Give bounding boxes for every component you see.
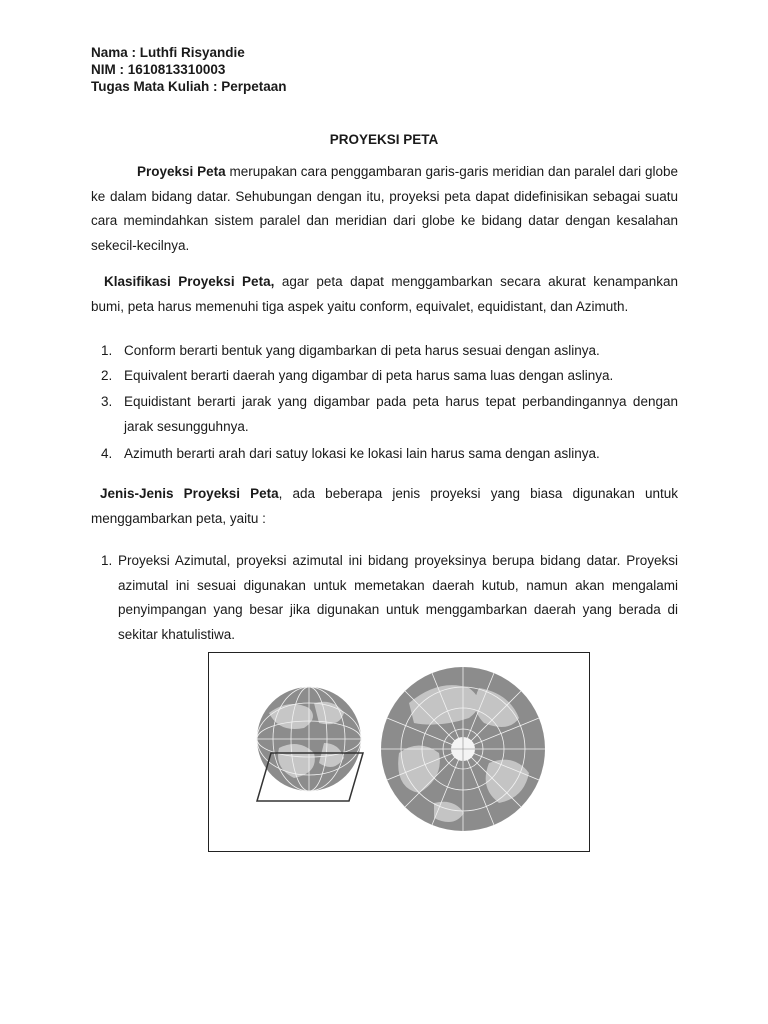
intro-text: merupakan cara penggambaran garis-garis meridian dan paralel dari globe ke dalam bidang datar. Sehubungan dengan itu, proyeksi peta dapat didefinisikan sebagai suatu cara memindahkan sistem paralel dan meridian dari globe ke bidang datar dengan kesalahan sekecil-kecilnya. — [91, 164, 678, 253]
author-name: Nama : Luthfi Risyandie — [91, 45, 245, 60]
list-item: 3. Equidistant berarti jarak yang digambar pada peta harus tepat perbandingannya dengan jarak sesungguhnya. — [101, 394, 678, 434]
author-header — [91, 44, 287, 95]
jenis-term: Jenis-Jenis Proyeksi Peta — [100, 486, 279, 501]
intro-paragraph — [91, 160, 678, 258]
list-item: 2. Equivalent berarti daerah yang digambar di peta harus sama luas dengan aslinya. — [101, 367, 614, 383]
projection-illustration — [209, 653, 589, 851]
intro-term: Proyeksi Peta — [137, 164, 226, 179]
list-item: 1. Proyeksi Azimutal, proyeksi azimutal ini bidang proyeksinya berupa bidang datar. Proyeksi azimutal ini sesuai digunakan untuk memetakan daerah kutub, namun akan mengalami penyimpangan yang besar jika digunakan untuk menggambarkan daerah yang berada di sekitar khatulistiwa. — [101, 553, 678, 642]
klasifikasi-paragraph — [91, 270, 678, 319]
aspect-list — [91, 339, 678, 467]
azimuthal-map — [381, 667, 545, 831]
klasifikasi-term: Klasifikasi Proyeksi Peta, — [104, 274, 275, 289]
course-assignment: Tugas Mata Kuliah : Perpetaan — [91, 79, 287, 94]
klasifikasi-text: agar peta dapat menggambarkan secara akurat kenampankan bumi, peta harus memenuhi tiga aspek yaitu conform, equivalet, equidistant, dan Azimuth. — [91, 274, 678, 314]
jenis-text: , ada beberapa jenis proyeksi yang biasa digunakan untuk menggambarkan peta, yaitu : — [91, 486, 678, 526]
list-item: 1. Conform berarti bentuk yang digambarkan di peta harus sesuai dengan aslinya. — [101, 343, 600, 358]
azimuthal-projection-figure — [208, 652, 590, 852]
small-globe — [257, 687, 363, 801]
page-title: PROYEKSI PETA — [329, 132, 439, 147]
jenis-paragraph — [91, 482, 678, 531]
list-item: 4. Azimuth berarti arah dari satuy lokasi ke lokasi lain harus sama dengan aslinya. — [101, 446, 600, 461]
student-id: NIM : 1610813310003 — [91, 62, 226, 77]
projection-type-list — [91, 549, 678, 647]
